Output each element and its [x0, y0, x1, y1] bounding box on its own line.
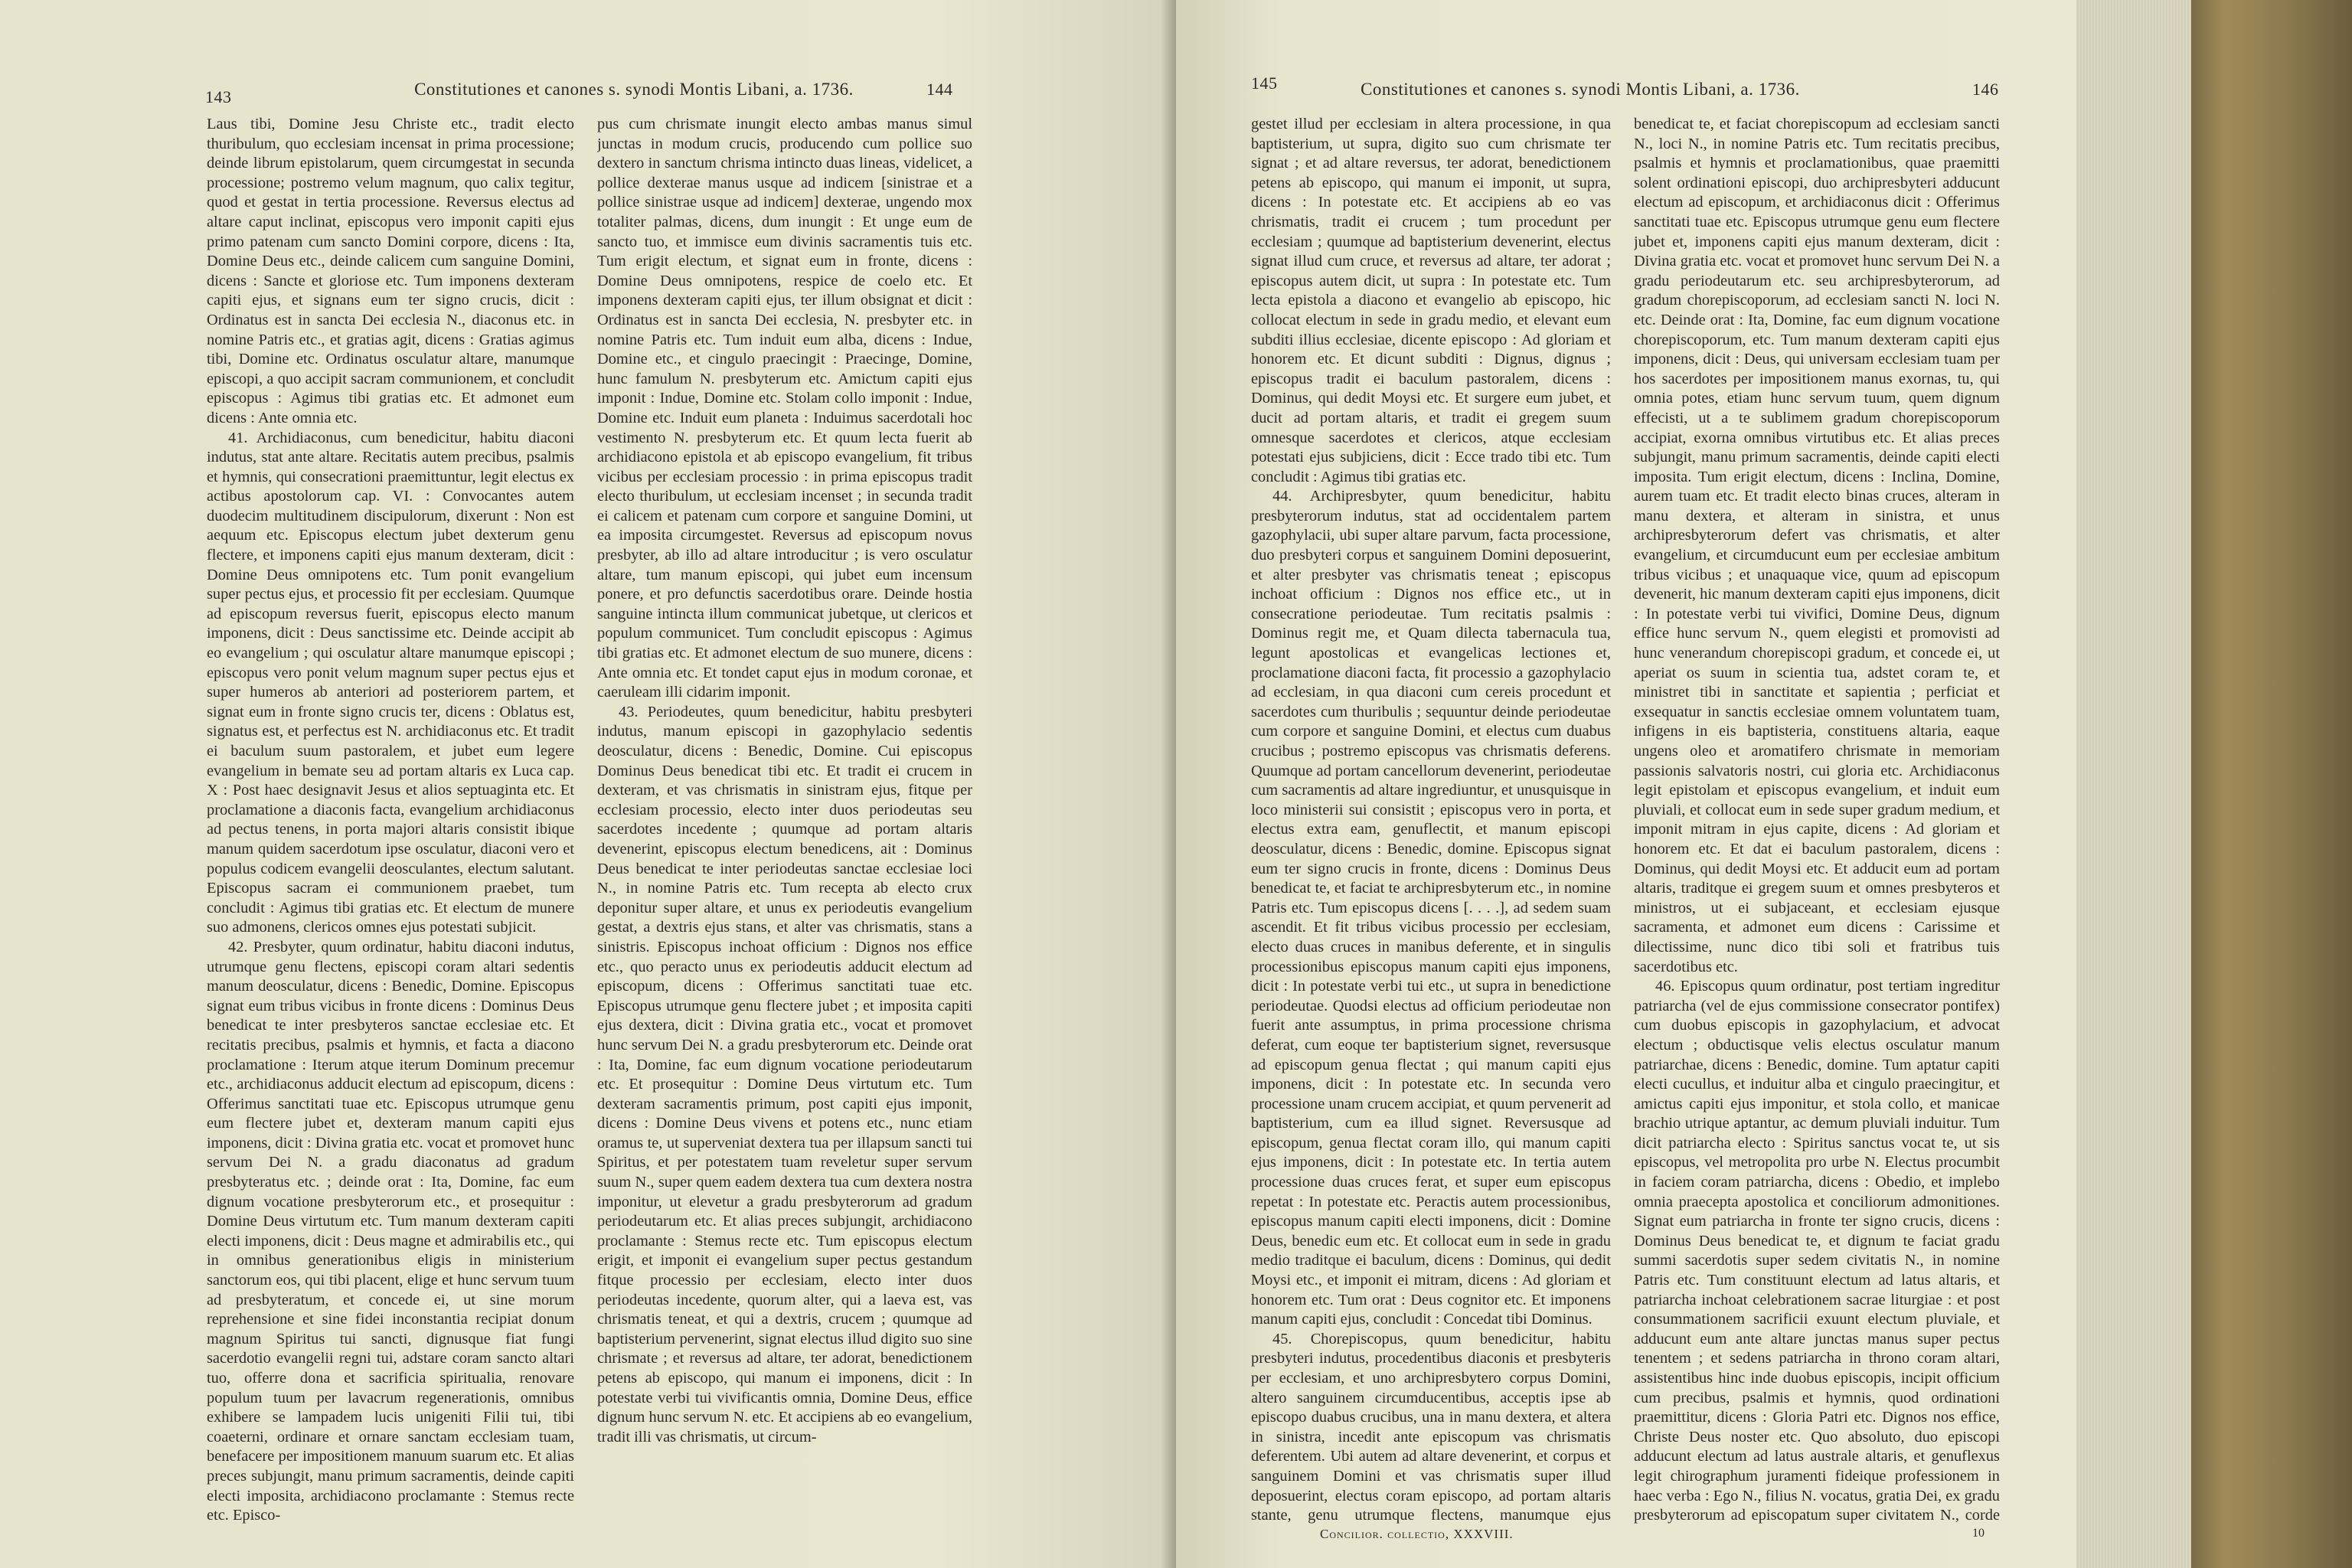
right-page	[1176, 0, 2076, 1568]
paragraph: gestet illud per ecclesiam in altera processione, in qua baptisterium, ut supra, digito suo cum chrismate ter signat ; et ad altare reversus, ter adorat, benedictionem petens ab episcopo, qui manum ei imponit, ut supra, dicens : In potestate etc. Et accipiens ab eo vas chrismatis, tradit ei crucem ; tum procedunt per ecclesiam ; quumque ad baptisterium devenerint, electus signat illud cum cruce, et reversus ad altare, ter adorat ; episcopus autem dicit, ut supra : In potestate etc. Tum lecta epistola a diacono et evangelio ab episcopo, hic collocat electum in sede in gradu medio, et elevant eum subditi illius ecclesiae, dicente episcopo : Ad gloriam et honorem etc. Et dicunt subditi : Dignus, dignus ; episcopus tradit ei baculum pastoralem, dicens : Dominus, qui dedit Moysi etc. Et surgere eum jubet, et ducit ad portam altaris, et tradit ei gregem suum omnesque sacerdotes et clericos, atque ecclesiam potestati ejus subjiciens, dicit : Ecce trado tibi etc. Tum concludit : Agimus tibi gratias etc.	[1251, 116, 1611, 485]
page-number-144: 144	[926, 80, 953, 99]
paragraph: benedicat te, et faciat chorepiscopum ad ecclesiam sancti N., loci N., in nomine Patris etc. Tum recitatis precibus, psalmis et hymnis et proclamationibus, quae praemitti solent ordinationi episcopi, duo archipresbyteri adducunt electum ad episcopum, et archidiaconus dicit : Offerimus sanctitati tuae etc. Episcopus utrumque genu eum flectere jubet et, imponens capiti ejus manum dexteram, dicit : Divina gratia etc. vocat et promovet hunc servum Dei N. a gradu periodeutarum etc. seu archipresbyterorum, ad gradum chorepiscoporum, ad ecclesiam sancti N. loci N. etc. Deinde orat : Ita, Domine, fac eum dignum vocatione chorepiscoporum, etc. Tum manum dexteram capiti ejus imponens, dicit : Deus, qui universam ecclesiam tuam per hos sacerdotes per impositionem manus exornas, tu, qui omnia potes, etiam hunc servum tuum, quem dignum effecisti, ut a te sublimem gradum chorepiscoporum accipiat, exorna omnibus virtutibus etc. Et alias preces subjungit, manu primum sacramentis, deinde capiti electi imposita. Tum erigit electum, dicens : Inclina, Domine, aurem tuam etc. Et tradit electo binas cruces, alteram in manu dextera, et alteram in sinistra, et unus archipresbyterorum defert vas chrismatis, et alter evangelium, et circumducunt eum per ecclesiae ambitum tribus vicibus ; et unaquaque vice, quum ad episcopum devenerit, hic manum dexteram capiti ejus imponens, dicit : In potestate verbi tui vivifici, Domine Deus, dignum effice hunc servum N., quem elegisti et promovisti ad hunc venerandum chorepiscopi gradum, et concede ei, ut aperiat os suum in scientia tua, adstet coram te, et ministret tibi in sanctitate et sapientia ; perficiat et exsequatur in sanctis ecclesiae omnem voluntatem tuam, infigens in eis baptisteria, constituens altaria, eaque ungens oleo et aromatifero chrismate in memoriam passionis salvatoris nostri, cui gloria etc. Archidiaconus legit epistolam et episcopus evangelium, et induit eum pluviali, et collocat eum in sede super gradum medium, et imponit mitram in ejus capite, dicens : Ad gloriam et honorem etc. Et dat ei baculum pastoralem, dicens : Dominus, qui dedit Moysi etc. Et adducit eum ad portam altaris, traditque ei gregem suum et omnes presbyteros et ministros, ut ei subjaceant, et ecclesiam ejusque sacramenta, et admonet eum dicens : Carissime et dilectissime, nunc dico tibi soli et fratribus tuis sacerdotibus etc.	[1634, 116, 2000, 975]
text-column-145	[1251, 115, 1611, 1524]
text-column-143	[207, 115, 574, 1524]
text-column-144	[597, 115, 972, 1524]
page-number-146: 146	[1972, 80, 1999, 99]
page-number-145: 145	[1251, 74, 1278, 93]
paragraph: 46. Episcopus quum ordinatur, post tertiam ingreditur patriarcha (vel de ejus commissione consecrator pontifex) cum duobus episcopis in gazophylacium, et advocat electum ; obductisque velis electus osculatur manum patriarchae, dicens : Benedic, domine. Tum aptatur capiti electi cucullus, et induitur alba et cingulo praecingitur, et amictus capiti ejus imponitur, et stola collo, et manicae brachio utrique aptantur, ac demum pluviali induitur. Tum dicit patriarcha electo : Spiritus sanctus vocat te, ut sis episcopus, vel metropolita pro urbe N. Electus procumbit in faciem coram patriarcha, dicens : Obedio, et implebo omnia praecepta apostolica et conciliorum admonitiones. Signat eum patriarcha in fronte ter signo crucis, dicens : Dominus Deus benedicat te, et dignum te faciat gradu summi sacerdotis super sedem civitatis N., in nomine Patris etc. Tum constituunt electum ad latus altaris, et patriarcha inchoat celebrationem sacrae liturgiae : et post consummationem sacrificii exuunt electum pluviale, et adducunt eum ante altare junctas manus super pectus tenentem ; et sedens patriarcha in throno coram altari, assistentibus hinc inde duobus episcopis, incipit officium cum precibus, psalmis et hymnis, quod ordinationi praemittitur, dicens : Gloria Patri etc. Dignos nos effice, Christe Deus noster etc. Quo absoluto, duo episcopi adducunt electum ad latus australe altaris, et genuflexus legit chirographum juramenti fideique professionem in haec verba : Ego N., filius N. vocatus, gratia Dei, ex gradu presbyterorum ad episcopatum super civitatem N., corde	[1634, 978, 2000, 1524]
running-title-left: Constitutiones et canones s. synodi Montis Libani, a. 1736.	[414, 80, 854, 99]
signature-mark: 10	[1972, 1527, 1984, 1540]
paragraph: 42. Presbyter, quum ordinatur, habitu diaconi indutus, utrumque genu flectens, episcopi coram altari sedentis manum deosculatur, dicens : Benedic, Domine. Episcopus signat eum tribus vicibus in fronte dicens : Dominus Deus benedicat te inter presbyteros sanctae ecclesiae etc. Et recitatis precibus, psalmis et hymnis, et facta a diacono proclamatione : Iterum atque iterum Dominum precemur etc., archidiaconus adducit electum ad episcopum, dicens : Offerimus sanctitati tuae etc. Episcopus utrumque genu eum flectere jubet et, dexteram manum capiti ejus imponens, dicit : Divina gratia etc. vocat et promovet hunc servum Dei N. a gradu diaconatus ad gradum presbyteratus etc. ; deinde orat : Ita, Domine, fac eum dignum vocatione presbyterorum etc., et prosequitur : Domine Deus virtutum etc. Tum manum dexteram capiti electi imponens, dicit : Deus magne et admirabilis etc., qui in omnibus generationibus eligis in ministerium sanctorum eos, qui tibi placent, elige et hunc servum tuum ad presbyteratum, et concede ei, ut sine morum reprehensione et sine fidei inconstantia recipiat donum magnum Spiritus tui sancti, dignusque fiat fungi sacerdotio evangelii regni tui, adstare coram sancto altari tuo, offerre dona et sacrificia spiritualia, renovare populum tuum per lavacrum regenerationis, omnibus exhibere se lampadem lucis unigeniti Filii tui, tibi coaeterni, ordinare et ornare sanctam ecclesiam tuam, benefacere per impositionem manuum suarum etc. Et alias preces subjungit, manu primum sacramentis, deinde capiti electi imposita, archidiacono proclamante : Stemus recte etc. Episco-	[207, 938, 574, 1524]
paragraph: 43. Periodeutes, quum benedicitur, habitu presbyteri indutus, manum episcopi in gazophylacio sedentis deosculatur, dicens : Benedic, Domine. Cui episcopus Dominus Deus benedicat tibi etc. Et tradit ei crucem in dexteram, et vas chrismatis in sinistram ejus, fitque per ecclesiam processio, electo inter duos periodeutas seu sacerdotes incedente ; quumque ad portam altaris devenerint, episcopus electum benedicens, ait : Dominus Deus benedicat te inter periodeutas sanctae ecclesiae loci N., in nomine Patris etc. Tum recepta ab electo crux deponitur super altare, et unus ex periodeutis evangelium gestat, a dextris ejus stans, et alter vas chrismatis, stans a sinistris. Episcopus inchoat officium : Dignos nos effice etc., quo peracto unus ex periodeutis adducit electum ad episcopum, dicens : Offerimus sanctitati tuae etc. Episcopus utrumque genu flectere jubet ; et imposita capiti ejus dextera, dicit : Divina gratia etc., vocat et promovet hunc servum Dei N. a gradu presbyterorum etc. Deinde orat : Ita, Domine, fac eum dignum vocatione periodeutarum etc. Et prosequitur : Domine Deus virtutum etc. Tum dexteram sacramentis primum, post capiti ejus imponit, dicens : Domine Deus vivens et potens etc., nunc etiam oramus te, ut superveniat dextera tua per illapsum sancti tui Spiritus, et per potestatem tuam reveletur super servum suum N., super quem eadem dextera tua cum dextera nostra imponitur, ut elevetur a gradu presbyterorum ad gradum periodeutarum etc. Et alias preces subjungit, archidiacono proclamante : Stemus recte etc. Tum episcopus electum erigit, et imponit ei evangelium super pectus gestandum fitque processio per ecclesiam, electo inter duos periodeutas incedente, quorum alter, qui a laeva est, vas chrismatis teneat, et qui a dextris, crucem ; quumque ad baptisterium pervenerint, signat electus illud digito suo sine chrismate ; et reversus ad altare, ter adorat, benedictionem petens ab episcopo, qui manum ei imponens, dicit : In potestate verbi tui vivificantis omnia, Domine Deus, effice dignum hunc servum N. etc. Et accipiens ab eo evangelium, tradit illi vas chrismatis, ut circum-	[597, 703, 972, 1446]
paragraph: 41. Archidiaconus, cum benedicitur, habitu diaconi indutus, stat ante altare. Recitatis autem precibus, psalmis et hymnis, qui consecrationi praemittuntur, legit electus ex actibus apostolorum cap. VI. : Convocantes autem duodecim multitudinem discipulorum, dixerunt : Non est aequum etc. Episcopus electum jubet dexterum genu flectere, et imponens capiti ejus manum dexteram, dicit : Domine Deus omnipotens etc. Tum ponit evangelium super pectus ejus, et processio fit per ecclesiam. Quumque ad episcopum reversus fuerit, episcopus electo manum imponens, dicit : Deus sanctissime etc. Deinde accipit ab eo evangelium ; qui osculatur altare manumque episcopi ; episcopus vero ponit velum magnum super pectus ejus et super humeros ab anteriori ad posteriorem partem, et signat eum in fronte signo crucis ter, dicens : Oblatus est, signatus est, et perfectus est N. archidiaconus etc. Et tradit ei baculum suum pastoralem, et jubet eum legere evangelium in bemate seu ad portam altaris ex Luca cap. X : Post haec designavit Jesus et alios septuaginta etc. Et proclamatione a diaconis facta, evangelium archidiaconus ad pectus tenens, in porta majori altaris consistit ibique manum quidem sacerdotum ipse osculatur, diaconi vero et populus codicem evangelii deosculantes, electum salutant. Episcopus sacram ei communionem praebet, tum concludit : Agimus tibi gratias etc. Et electum de munere suo admonens, clericos omnes ejus potestati subjicit.	[207, 429, 574, 936]
running-head-right	[1176, 74, 2076, 112]
paragraph: 44. Archipresbyter, quum benedicitur, habitu presbyterorum indutus, stat ad occidentalem partem gazophylacii, ubi super altare parvum, facta processione, duo presbyteri corpus et sanguinem Domini deposuerint, et alter presbyter vas chrismatis teneat ; episcopus inchoat officium : Dignos nos effice etc., ut in consecratione periodeutae. Tum recitatis psalmis : Dominus regit me, et Quam dilecta tabernacula tua, legunt apostolicas et evangelicas lectiones et, proclamatione diaconi facta, fit processio a gazophylacio ad ecclesiam, in qua diaconi cum cereis procedunt et sacerdotes cum thuribulis ; sequuntur deinde periodeutae cum corpore et sanguine Domini, et electus cum duabus crucibus ; postremo episcopus vas chrismatis deferens. Quumque ad portam cancellorum devenerint, periodeutae cum sacramentis ad altare ingrediuntur, et unusquisque in loco ministerii sui consistit ; episcopus vero in porta, et electus extra eam, genuflectit, et manum episcopi deosculatur, dicens : Benedic, domine. Episcopus signat eum ter signo crucis in fronte, dicens : Dominus Deus benedicat te, et faciat te archipresbyterum etc., in nomine Patris etc. Tum episcopus dicens [. . . .], ad sedem suam ascendit. Et fit tribus vicibus processio per ecclesiam, electo duas cruces in manibus deferente, et in singulis processionibus episcopus manum capiti ejus imponens, dicit : In potestate verbi tui etc., ut supra in benedictione periodeutae. Quodsi electus ad officium periodeutae non fuerit ante assumptus, in prima processione chrisma deferat, cum eoque ter baptisterium signet, reversusque ad episcopum genua flectat ; qui manum capiti ejus imponens, dicit : In potestate etc. In secunda vero processione unam crucem accipiat, et quum pervenerit ad baptisterium, cum ea illud signet. Reversusque ad episcopum, genua flectat coram illo, qui manum capiti ejus imponens, dicit : In potestate etc. In tertia autem processione duas cruces ferat, et super eum episcopus repetat : In potestate etc. Peractis autem processionibus, episcopus manum capiti electi imponens, dicit : Domine Deus, benedic eum etc. Et collocat eum in sede in gradu medio traditque ei baculum, dicens : Dominus, qui dedit Moysi etc., et imponit ei mitram, dicens : Ad gloriam et honorem etc. Tum orat : Deus cognitor etc. Et imponens manum capiti ejus, concludit : Concedat tibi Dominus.	[1251, 488, 1611, 1328]
book-cover	[2191, 0, 2352, 1568]
paragraph: 45. Chorepiscopus, quum benedicitur, habitu presbyteri indutus, procedentibus diaconis et presbyteris per ecclesiam, et uno archipresbytero corpus Domini, altero sanguinem circumducentibus, acceptis ipse ab episcopo duabus crucibus, una in manu dextera, et altera in sinistra, incedit ante episcopum vas chrismatis deferentem. Ubi autem ad altare devenerint, et corpus et sanguinem Domini et vas chrismatis super illud deposuerint, electus coram episcopo, ad portam altaris stante, genu utrumque flectens, manumque ejus	[1251, 1330, 1611, 1524]
text-column-146	[1634, 115, 2000, 1524]
page-edges	[2076, 0, 2191, 1568]
collection-footer: Concilior. collectio, XXXVIII.	[1320, 1527, 1514, 1541]
running-head-left	[0, 74, 1176, 112]
running-title-right: Constitutiones et canones s. synodi Montis Libani, a. 1736.	[1361, 80, 1800, 99]
page-number-143: 143	[205, 87, 232, 106]
paragraph: Laus tibi, Domine Jesu Christe etc., tradit electo thuribulum, quo ecclesiam incensat in prima processione; deinde librum epistolarum, quem circumgestat in secunda processione; postremo velum magnum, quo calix tegitur, quod et gestat in tertia processione. Reversus electus ad altare caput inclinat, episcopus vero imponit capiti ejus primo patenam cum sancto Domini corpore, dicens : Ita, Domine Deus etc., deinde calicem cum sanguine Domini, dicens : Sancte et gloriose etc. Tum imponens dexteram capiti ejus, et signans eum ter signo crucis, dicit : Ordinatus est in sancta Dei ecclesia N., diaconus etc. in nomine Patris etc., et gratias agit, dicens : Gratias agimus tibi, Domine etc. Ordinatus osculatur altare, manumque episcopi, a quo accipit sacram communionem, et concludit episcopus : Agimus tibi gratias etc. Et admonet eum dicens : Ante omnia etc.	[207, 116, 574, 426]
paragraph: pus cum chrismate inungit electo ambas manus simul junctas in modum crucis, producendo cum pollice suo dextero in sanctum chrisma intincto duas lineas, videlicet, a pollice dexterae manus usque ad indicem [sinistrae et a pollice sinistrae usque ad indicem] dexterae, ungendo mox totaliter palmas, dicens, dum inungit : Et unge eum de sancto tuo, et immisce eum divinis sacramentis tuis etc. Tum erigit electum, et signat eum in fronte, dicens : Domine Deus omnipotens, respice de coelo etc. Et imponens dexteram capiti ejus, ter illum obsignat et dicit : Ordinatus est in sancta Dei ecclesia, N. presbyter etc. in nomine Patris etc. Tum induit eum alba, dicens : Indue, Domine etc., et cingulo praecingit : Praecinge, Domine, hunc famulum N. presbyterum etc. Amictum capiti ejus imponit : Indue, Domine etc. Stolam collo imponit : Indue, Domine etc. Induit eum planeta : Induimus sacerdotali hoc vestimento N. presbyterum etc. Et quum lecta fuerit ab archidiacono epistola et ab episcopo evangelium, fit tribus vicibus per ecclesiam processio : in prima episcopus tradit electo thuribulum, ut ecclesiam incenset ; in secunda tradit ei calicem et patenam cum corpore et sanguine Domini, ut ea imposita circumgestet. Reversus ad episcopum novus presbyter, ab illo ad altare introducitur ; is vero osculatur altare, tum manum episcopi, qui jubet eum incensum ponere, et pro defunctis sacerdotibus orare. Deinde hostia sanguine intincta illum communicat jubetque, ut clericos et populum communicet. Tum concludit episcopus : Agimus tibi gratias etc. Et admonet electum de suo munere, dicens : Ante omnia etc. Et tondet caput ejus in modum coronae, et caeruleam illi cidarim imponit.	[597, 116, 972, 701]
